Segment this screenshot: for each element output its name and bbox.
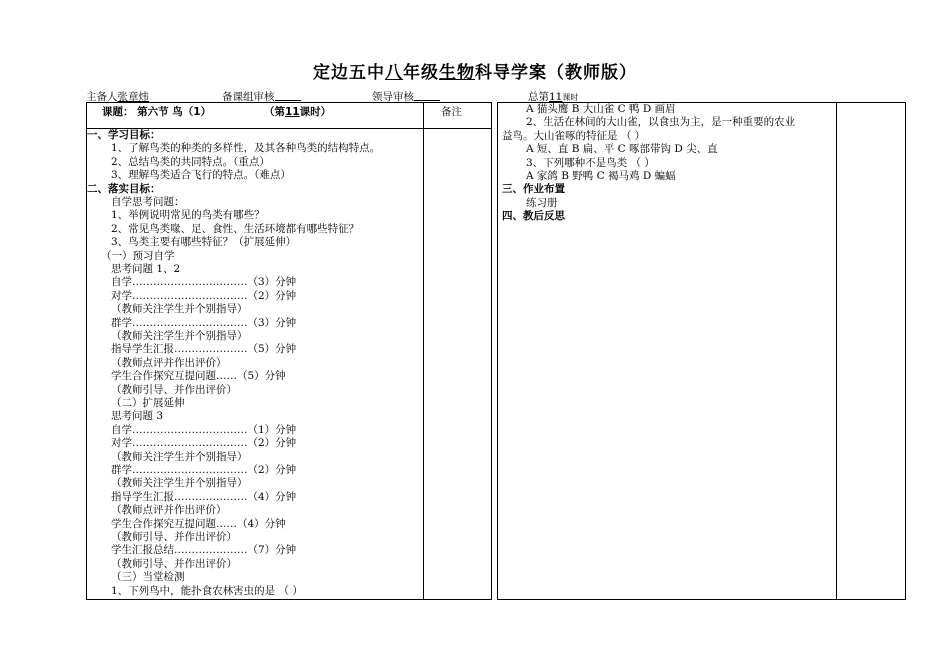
left-content-line: 自学……………………………（1）分钟 (111, 423, 297, 436)
left-content-line: 对学……………………………（2）分钟 (111, 437, 297, 450)
left-content-line: 学生汇报总结…………………（7）分钟 (111, 544, 297, 557)
left-content-line: 二、落实目标： (87, 182, 161, 195)
right-content-line: 3、下列哪种不是鸟类 （ ） (526, 156, 655, 169)
left-content-line: 学生合作探究互提问题……（4）分钟 (111, 517, 286, 530)
left-content-line: 一、学习目标： (87, 129, 161, 141)
total-num: 11 (549, 91, 563, 103)
left-content-line: （一）预习自学 (101, 249, 175, 262)
left-content-line: 1、下列鸟中，能扑食农林害虫的是 （ ） (111, 584, 303, 597)
left-content-line: （教师点评并作出评价） (111, 356, 227, 369)
left-content-line: （二）扩展延伸 (111, 397, 185, 409)
left-content-line: （教师关注学生并个别指导） (111, 477, 248, 490)
left-content-line: 学生合作探究互提问题……（5）分钟 (111, 370, 286, 383)
preparer-label: 主备人 (86, 91, 118, 103)
left-content-line: 思考问题 1、2 (111, 263, 181, 275)
left-content-line: 群学……………………………（3）分钟 (111, 316, 297, 329)
right-content-line: 练习册 (526, 196, 558, 209)
left-content-line: 自学思考问题： (111, 196, 185, 208)
total-prefix: 总第 (528, 91, 549, 103)
preparer-name: 张章炜 (117, 91, 149, 103)
right-content-line: 益鸟。大山雀啄的特征是 （ ） (502, 129, 646, 142)
left-content-line: （教师引导、并作出评价） (111, 531, 237, 543)
left-content-line: 1、了解鸟类的种类的多样性，及其各种鸟类的结构特点。 (111, 142, 381, 155)
title-prefix: 定边五中 (313, 63, 385, 83)
topic-label: 课题： 第六节 鸟（1） (102, 106, 212, 118)
left-content-line: （教师关注学生并个别指导） (111, 303, 248, 316)
right-content-line: 四、教后反思 (502, 210, 565, 223)
left-content-line: （教师关注学生并个别指导） (111, 330, 248, 342)
left-content-line: 群学……………………………（2）分钟 (111, 464, 297, 476)
right-content-line: A 猫头鹰 B 大山雀 C 鸭 D 画眉 (526, 103, 676, 115)
right-content-line: 三、作业布置 (502, 183, 565, 196)
total-unit: 课时 (562, 93, 579, 102)
left-remarks-divider (423, 102, 424, 600)
title-grade: 八 (385, 63, 403, 83)
left-content-line: 2、总结鸟类的共同特点。（重点） (111, 155, 270, 168)
left-content-line: 2、常见鸟类喙、足、食性、生活环境都有哪些特征？ (111, 222, 360, 235)
left-content-line: 思考问题 3 (111, 410, 164, 423)
left-content-line: （教师引导、并作出评价） (111, 383, 237, 396)
left-content-line: 指导学生汇报…………………（5）分钟 (111, 343, 297, 356)
left-content-line: （教师关注学生并个别指导） (111, 450, 248, 463)
leader-review-label: 领导审核 (372, 91, 414, 103)
left-content-line: 1、举例说明常见的鸟类有哪些？ (111, 209, 265, 222)
lesson-number (264, 104, 331, 119)
left-content-line: 指导学生汇报…………………（4）分钟 (111, 490, 297, 503)
lesson-suffix: 课时） (299, 106, 332, 118)
leader-review-blank (414, 90, 440, 101)
right-content-line: A 家鸽 B 野鸭 C 褐马鸡 D 蝙蝠 (526, 170, 676, 182)
group-review-label: 备课组审核 (222, 91, 275, 103)
right-content-line: 2、生活在林间的大山雀，以食虫为主，是一种重要的农业 (526, 116, 796, 129)
right-remarks-divider (836, 102, 837, 600)
title-mid: 年级 (403, 63, 439, 83)
left-content-line: （教师引导、并作出评价） (111, 557, 237, 570)
left-content-line: 3、鸟类主要有哪些特征？（扩展延伸） (111, 236, 297, 249)
title-suffix: 科导学案（教师版） (475, 63, 637, 83)
left-content-line: 3、理解鸟类适合飞行的特点。（难点） (111, 169, 291, 182)
right-content-line: A 短、直 B 扁、平 C 啄部带钩 D 尖、直 (526, 143, 718, 156)
lesson-prefix: （第 (264, 106, 285, 118)
left-content-line: （三）当堂检测 (111, 571, 185, 584)
lesson-num: 11 (285, 106, 300, 118)
title-subject: 生物 (439, 63, 475, 83)
left-content-line: （教师点评并作出评价） (111, 504, 227, 517)
left-content-line: 对学……………………………（2）分钟 (111, 289, 297, 302)
left-content-line: 自学……………………………（3）分钟 (111, 276, 297, 289)
group-review-blank (275, 90, 301, 101)
document-title (0, 58, 950, 83)
remarks-header: 备注 (441, 106, 462, 118)
